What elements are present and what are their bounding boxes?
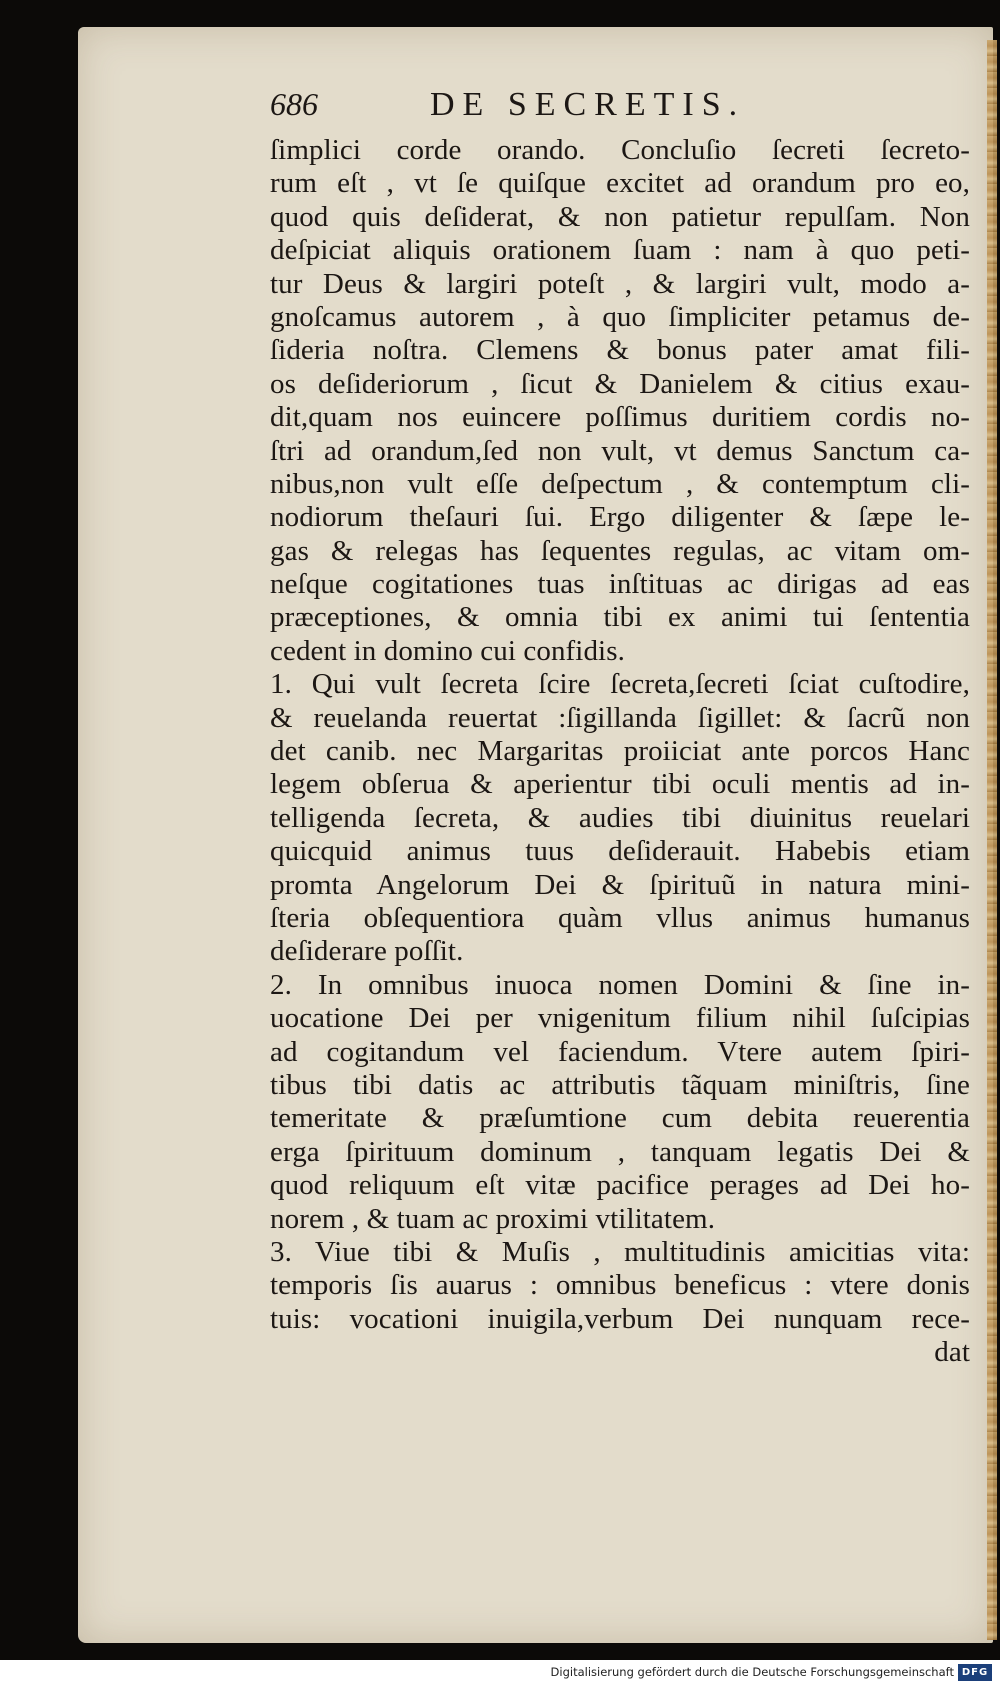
- text-line: 3. Viue tibi & Muſis , multitudinis amicitias vita:: [270, 1235, 970, 1268]
- text-line: rum eſt , vt ſe quiſque excitet ad orandum pro eo,: [270, 167, 970, 200]
- body-text: [270, 134, 970, 1369]
- page-text-block: [270, 86, 970, 1369]
- text-line: nibus,non vult eſſe deſpectum , & contemptum cli-: [270, 467, 970, 500]
- text-line: temporis ſis auarus : omnibus beneficus : vtere donis: [270, 1269, 970, 1302]
- text-line: legem obſerua & aperientur tibi oculi mentis ad in-: [270, 768, 970, 801]
- text-line: temeritate & præſumtione cum debita reuerentia: [270, 1102, 970, 1135]
- text-line: tur Deus & largiri poteſt , & largiri vult, modo a-: [270, 267, 970, 300]
- text-line: & reuelanda reuertat :ſigillanda ſigillet: & ſacrũ non: [270, 701, 970, 734]
- digitization-footer: [0, 1660, 1000, 1687]
- text-line: tuis: vocationi inuigila,verbum Dei nunquam rece-: [270, 1302, 970, 1335]
- text-line: deſpiciat aliquis orationem ſuam : nam à quo peti-: [270, 234, 970, 267]
- text-line: cedent in domino cui confidis.: [270, 634, 625, 667]
- text-line: 1. Qui vult ſecreta ſcire ſecreta,ſecreti ſciat cuſtodire,: [270, 668, 970, 701]
- text-line: ad cogitandum vel faciendum. Vtere autem ſpiri-: [270, 1035, 970, 1068]
- text-line: 2. In omnibus inuoca nomen Domini & ſine in-: [270, 968, 970, 1001]
- text-line: gnoſcamus autorem , à quo ſimpliciter petamus de-: [270, 300, 970, 333]
- funding-credit: Digitalisierung gefördert durch die Deutsche Forschungsgemeinschaft: [550, 1665, 954, 1679]
- text-line: neſque cogitationes tuas inſtituas ac dirigas ad eas: [270, 568, 970, 601]
- text-line: præceptiones, & omnia tibi ex animi tui ſententia: [270, 601, 970, 634]
- page-number: 686: [270, 86, 318, 122]
- text-line: nodiorum theſauri ſui. Ergo diligenter & ſæpe le-: [270, 501, 970, 534]
- running-head-title: DE SECRETIS.: [430, 86, 746, 123]
- text-line: norem , & tuam ac proximi vtilitatem.: [270, 1202, 716, 1235]
- text-line: os deſideriorum , ſicut & Danielem & citius exau-: [270, 367, 970, 400]
- text-line: dit,quam nos euincere poſſimus duritiem cordis no-: [270, 401, 970, 434]
- page-edge-stack: [987, 40, 997, 1640]
- catchword: dat: [934, 1336, 970, 1369]
- running-head: [270, 86, 970, 134]
- text-line: ſtri ad orandum,ſed non vult, vt demus Sanctum ca-: [270, 434, 970, 467]
- text-line: quod reliquum eſt vitæ pacifice perages ad Dei ho-: [270, 1169, 970, 1202]
- text-line: ſideria noſtra. Clemens & bonus pater amat fili-: [270, 334, 970, 367]
- text-line: promta Angelorum Dei & ſpirituũ in natura mini-: [270, 868, 970, 901]
- text-line: erga ſpirituum dominum , tanquam legatis Dei &: [270, 1135, 970, 1168]
- text-line: quicquid animus tuus deſiderauit. Habebis etiam: [270, 835, 970, 868]
- text-line: deſiderare poſſit.: [270, 935, 464, 968]
- text-line: quod quis deſiderat, & non patietur repulſam. Non: [270, 200, 970, 233]
- text-line: det canib. nec Margaritas proiiciat ante porcos Hanc: [270, 735, 970, 768]
- text-line: gas & relegas has ſequentes regulas, ac vitam om-: [270, 534, 970, 567]
- text-line: uocatione Dei per vnigenitum filium nihil ſuſcipias: [270, 1002, 970, 1035]
- text-line: ſimplici corde orando. Concluſio ſecreti ſecreto-: [270, 134, 970, 166]
- dfg-logo: DFG: [958, 1664, 992, 1681]
- text-line: telligenda ſecreta, & audies tibi diuinitus reuelari: [270, 801, 970, 834]
- text-line: tibus tibi datis ac attributis tãquam miniſtris, ſine: [270, 1068, 970, 1101]
- text-line: ſteria obſequentiora quàm vllus animus humanus: [270, 901, 970, 934]
